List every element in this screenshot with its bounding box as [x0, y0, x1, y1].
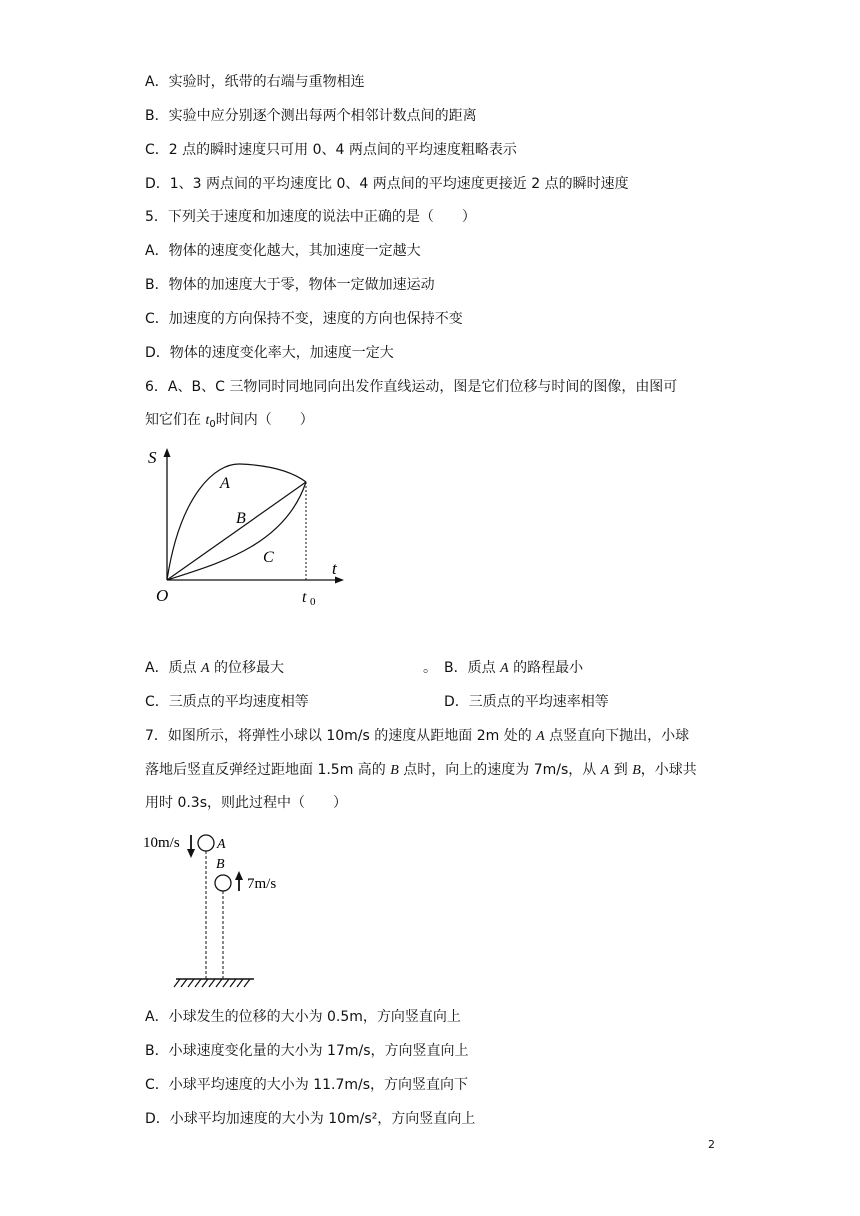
q7-line2-var3: B [632, 763, 641, 778]
q6-a-pre: A．质点 [145, 660, 202, 676]
curve-a-label: A [220, 475, 230, 492]
q5-option-a: A．物体的速度变化越大，其加速度一定越大 [145, 243, 421, 259]
q7-line2-post: ，小球共 [640, 762, 697, 778]
q4-option-a: A．实验时，纸带的右端与重物相连 [145, 74, 365, 90]
q6-stem-line2-pre: 知它们在 [145, 412, 206, 428]
q7-stem-line1 [145, 726, 689, 747]
q6-t-sub: 0 [209, 419, 216, 430]
q5-stem: 5．下列关于速度和加速度的说法中正确的是（ ） [145, 209, 476, 225]
v-up-label: 7m/s [247, 876, 277, 892]
q6-option-a [145, 658, 284, 679]
v-down-label: 10m/s [143, 835, 180, 851]
s-axis-arrow [164, 448, 171, 457]
t-label: t [332, 559, 337, 578]
q6-stem-line2 [145, 410, 314, 435]
q7-line2-var2: A [600, 763, 610, 778]
t0-label: t [302, 589, 307, 606]
curve-c-label: C [263, 549, 274, 566]
q6-b-var: A [500, 661, 509, 676]
q7-stem-line3: 用时 0.3s，则此过程中（ ） [145, 795, 348, 811]
q6-option-a-dot: 。 [423, 660, 437, 676]
q6-option-b [444, 658, 583, 679]
q6-t-symbol: t [205, 413, 210, 428]
point-a-label: A [217, 837, 226, 852]
q6-b-pre: B．质点 [444, 660, 501, 676]
point-b-label: B [216, 857, 225, 872]
q6-st-graph [140, 445, 360, 610]
q7-ball-diagram [138, 826, 298, 996]
ball-a [198, 835, 214, 851]
q5-option-d: D．物体的速度变化率大，加速度一定大 [145, 345, 394, 361]
ball-b [215, 875, 231, 891]
q6-stem-line2-post: 时间内（ ） [215, 412, 314, 428]
q6-b-post: 的路程最小 [508, 660, 584, 676]
q7-line2-mid2: 到 [609, 762, 633, 778]
t0-sub: 0 [310, 596, 316, 608]
q7-option-b: B．小球速度变化量的大小为 17m/s，方向竖直向上 [145, 1043, 469, 1059]
q7-line1-var: A [536, 729, 545, 744]
q7-line2-pre: 落地后竖直反弹经过距地面 1.5m 高的 [145, 762, 391, 778]
origin-label: O [156, 586, 169, 605]
q7-option-c: C．小球平均速度的大小为 11.7m/s，方向竖直向下 [145, 1077, 469, 1093]
down-arrow-head [187, 849, 195, 858]
q7-line2-mid: 点时，向上的速度为 7m/s，从 [398, 762, 601, 778]
q5-option-b: B．物体的加速度大于零，物体一定做加速运动 [145, 277, 435, 293]
line-b [167, 482, 306, 580]
q6-a-var: A [201, 661, 210, 676]
q6-option-d: D．三质点的平均速率相等 [444, 694, 609, 710]
ground-hatching [174, 979, 250, 987]
q6-stem-line1: 6．A、B、C 三物同时同地同向出发作直线运动，图是它们位移与时间的图像，由图可 [145, 379, 678, 395]
up-arrow-head [235, 871, 243, 880]
q7-line1-pre: 7．如图所示，将弹性小球以 10m/s 的速度从距地面 2m 处的 [145, 728, 537, 744]
q4-option-d: D．1、3 两点间的平均速度比 0、4 两点间的平均速度更接近 2 点的瞬时速度 [145, 176, 629, 192]
q7-option-a: A．小球发生的位移的大小为 0.5m，方向竖直向上 [145, 1009, 461, 1025]
q4-option-b: B．实验中应分别逐个测出每两个相邻计数点间的距离 [145, 108, 477, 124]
q5-option-c: C．加速度的方向保持不变，速度的方向也保持不变 [145, 311, 463, 327]
page-number: 2 [708, 1138, 715, 1151]
q7-line2-var: B [390, 763, 399, 778]
s-label: S [148, 448, 157, 467]
q6-a-post: 的位移最大 [209, 660, 285, 676]
q6-option-c: C．三质点的平均速度相等 [145, 694, 309, 710]
q7-line1-post: 点竖直向下抛出，小球 [544, 728, 690, 744]
line-b-label: B [236, 510, 246, 527]
q7-option-d: D．小球平均加速度的大小为 10m/s²，方向竖直向上 [145, 1111, 476, 1127]
q7-stem-line2 [145, 760, 697, 781]
q4-option-c: C．2 点的瞬时速度只可用 0、4 两点间的平均速度粗略表示 [145, 142, 517, 158]
